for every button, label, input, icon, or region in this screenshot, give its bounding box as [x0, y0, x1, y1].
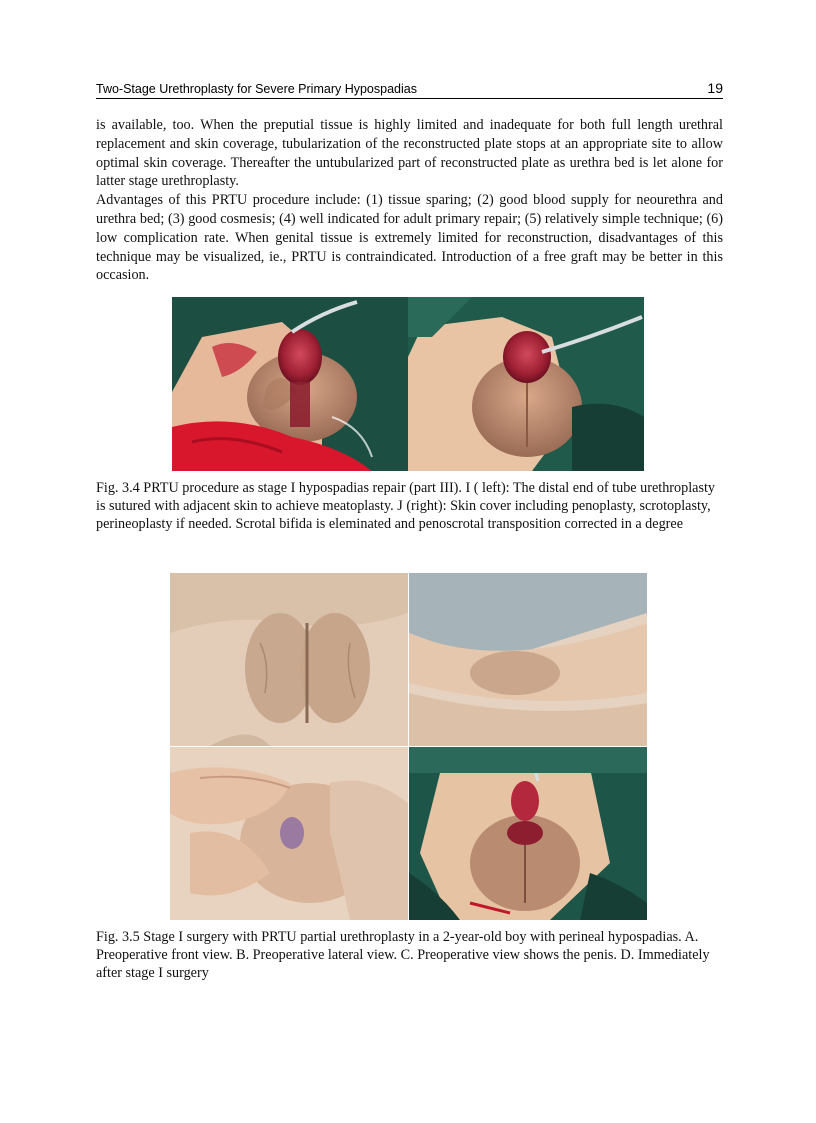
- page-number: 19: [707, 80, 723, 96]
- figure-3-5: [170, 573, 647, 920]
- photo-j-right: [408, 297, 644, 471]
- paragraph-2: Advantages of this PRTU procedure include: (1) tissue sparing; (2) good blood supply for neourethra and urethra bed; (3) good cosmesis; (4) well indicated for adult primary repair; (5) relatively simple technique; (6) low complication rate. When genital tissue is extremely limited for reconstruction, disadvantages of this technique may be visualized, ie., PRTU is contraindicated. Introduction of a free graft may be better in this occasion.: [96, 192, 723, 284]
- photo-i-left: [172, 297, 408, 471]
- figure-3-5-photos: [170, 573, 647, 920]
- running-title: Two-Stage Urethroplasty for Severe Primary Hypospadias: [96, 82, 417, 96]
- running-header: [96, 80, 723, 99]
- body-text: [96, 116, 723, 285]
- photo-b-lateral-view: [409, 573, 647, 746]
- figure-3-5-caption: Fig. 3.5 Stage I surgery with PRTU partial urethroplasty in a 2-year-old boy with perineal hypospadias. A. Preoperative front view. B. Preoperative lateral view. C. Preoperative view shows the penis. D. Immediately after stage I surgery: [96, 929, 710, 982]
- photo-c-penis-view: [170, 747, 408, 920]
- figure-3-4: [172, 297, 644, 471]
- photo-d-after-surgery: [409, 747, 647, 920]
- figure-3-4-photos: [172, 297, 644, 471]
- figure-3-4-caption: Fig. 3.4 PRTU procedure as stage I hypospadias repair (part III). I ( left): The distal end of tube urethroplasty is sutured with adjacent skin to achieve meatoplasty. J (right): Skin cover including penoplasty, scrotoplasty, perineoplasty if needed. Scrotal bifida is eleminated and penoscrotal transposition corrected in a degree: [96, 480, 716, 533]
- photo-a-front-view: [170, 573, 408, 746]
- paragraph-1: is available, too. When the preputial tissue is highly limited and inadequate for both full length urethral replacement and skin coverage, tubularization of the reconstructed plate stops at an appropriate site to allow optimal skin coverage. Thereafter the untubularized part of reconstructed plate as urethra bed is let alone for latter stage urethroplasty.: [96, 117, 723, 190]
